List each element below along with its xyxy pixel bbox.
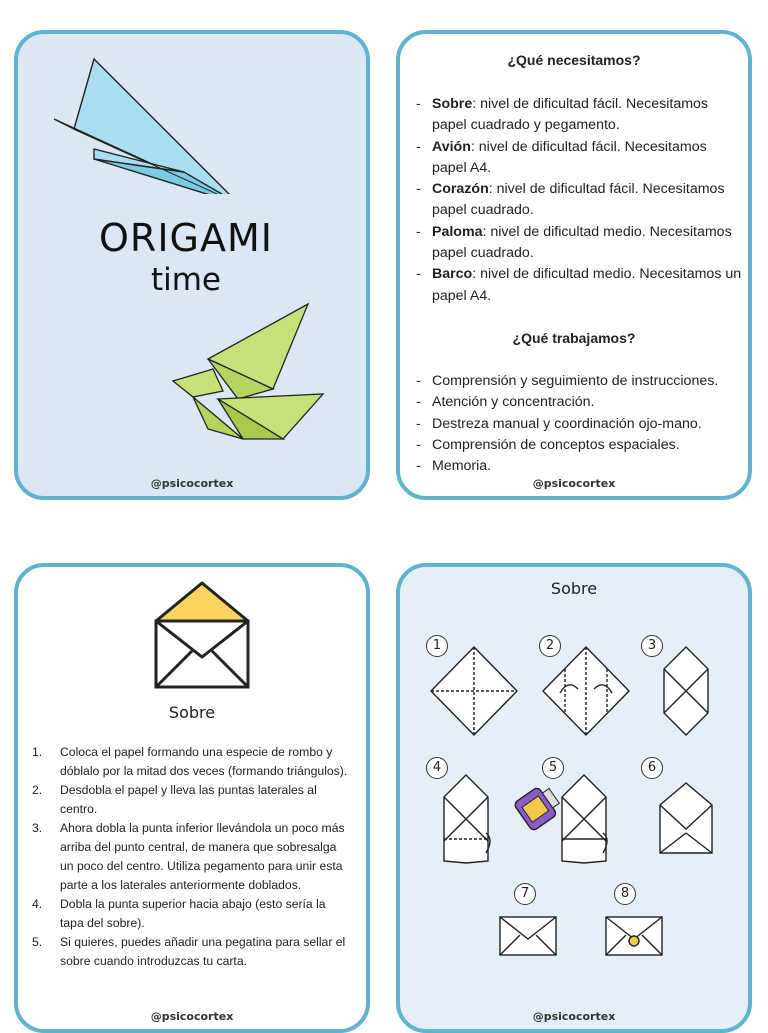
diagram-title: Sobre — [550, 579, 598, 598]
list-item: 4. Dobla la punta superior hacia abajo (esto sería la tapa del sobre). — [32, 897, 326, 930]
step-number-badge: 5 — [542, 757, 564, 779]
step-number-badge: 4 — [426, 757, 448, 779]
step-1-figure — [431, 647, 517, 735]
step-5-figure — [562, 775, 607, 863]
card-footer-handle: @psicocortex — [532, 477, 616, 490]
paper-dove-illustration — [168, 299, 338, 449]
list-item: 2. Desdobla el papel y lleva las puntas laterales al centro. — [32, 783, 317, 816]
list-item: - Destreza manual y coordinación ojo-mano. — [408, 414, 743, 435]
step-number-badge: 1 — [426, 635, 448, 657]
glue-stick-icon — [513, 782, 564, 832]
list-item: - Barco: nivel de dificultad medio. Necesitamos un papel A4. — [408, 264, 743, 307]
list-item: - Corazón: nivel de dificultad fácil. Necesitamos papel cuadrado. — [408, 179, 743, 222]
smiley-sticker-icon — [629, 936, 639, 946]
step-6-figure — [660, 783, 712, 853]
envelope-instructions-card — [14, 563, 370, 1033]
step-4-figure — [444, 775, 490, 863]
list-item: - Comprensión y seguimiento de instrucciones. — [408, 371, 743, 392]
list-item: 1. Coloca el papel formando una especie de rombo y dóblalo por la mitad dos veces (formando triángulos). — [32, 745, 348, 778]
cover-subtitle: time — [150, 262, 222, 298]
step-number-badge: 6 — [641, 757, 663, 779]
needs-title: ¿Qué necesitamos? — [507, 52, 641, 68]
paper-plane-illustration — [34, 54, 234, 194]
card-footer-handle: @psicocortex — [150, 1010, 234, 1023]
list-item: 5. Si quieres, puedes añadir una pegatina para sellar el sobre cuando introduzcas tu carta. — [32, 935, 346, 968]
step-number-badge: 2 — [539, 635, 561, 657]
step-number-badge: 7 — [514, 883, 536, 905]
list-item: - Memoria. — [408, 456, 743, 477]
list-item: - Sobre: nivel de dificultad fácil. Necesitamos papel cuadrado y pegamento. — [408, 94, 743, 137]
step-7-figure — [500, 917, 556, 955]
list-item: 3. Ahora dobla la punta inferior llevándola un poco más arriba del punto central, de manera que sobresalga un poco del centro. Utiliza pegamento para unir esta parte a los laterales anteriormente doblados. — [32, 821, 345, 892]
folding-diagram-card — [396, 563, 752, 1033]
list-item: - Avión: nivel de dificultad fácil. Necesitamos papel A4. — [408, 137, 743, 180]
card-footer-handle: @psicocortex — [150, 477, 234, 490]
step-2-figure — [543, 647, 629, 735]
cover-title: ORIGAMI — [99, 216, 273, 260]
materials-list — [408, 94, 743, 307]
card-footer-handle: @psicocortex — [532, 1010, 616, 1023]
needs-card — [396, 30, 752, 500]
envelope-title: Sobre — [168, 703, 216, 722]
skills-title: ¿Qué trabajamos? — [512, 330, 636, 346]
step-3-figure — [664, 647, 708, 735]
cover-card — [14, 30, 370, 500]
step-number-badge: 3 — [641, 635, 663, 657]
step-number-badge: 8 — [614, 883, 636, 905]
folding-steps-diagram — [400, 567, 748, 997]
steps-list — [32, 743, 352, 971]
step-8-figure — [606, 917, 662, 955]
skills-list — [408, 371, 743, 477]
list-item: - Atención y concentración. — [408, 392, 743, 413]
list-item: - Comprensión de conceptos espaciales. — [408, 435, 743, 456]
list-item: - Paloma: nivel de dificultad medio. Necesitamos papel cuadrado. — [408, 222, 743, 265]
envelope-icon — [152, 579, 252, 691]
